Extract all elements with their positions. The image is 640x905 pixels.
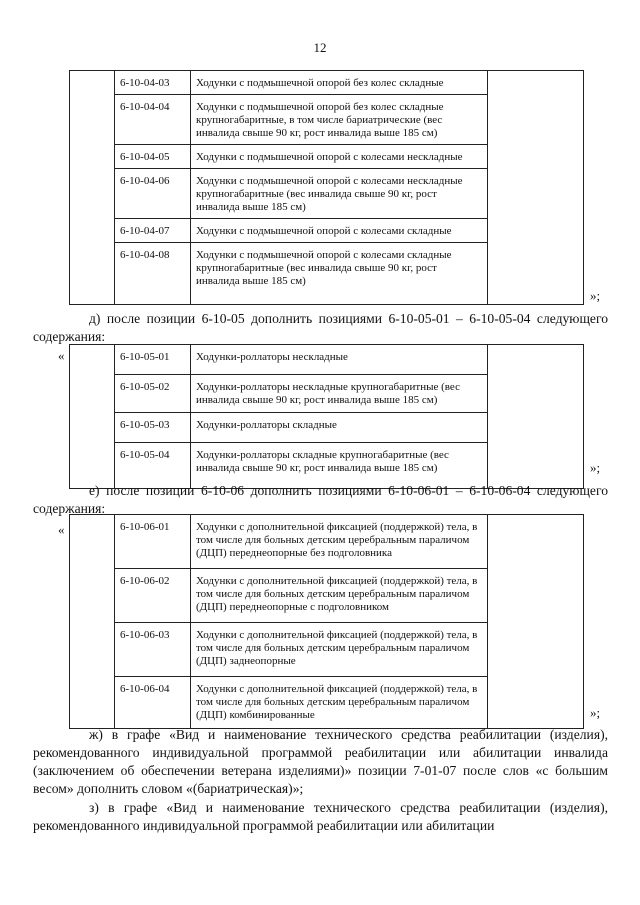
empty-column-cell <box>488 345 584 375</box>
empty-column-cell <box>488 169 584 219</box>
position-code: 6-10-05-03 <box>115 413 191 443</box>
empty-column-cell <box>488 677 584 729</box>
table-row <box>70 71 584 95</box>
closing-quote-mark: »; <box>590 288 601 303</box>
closing-quote-mark: »; <box>590 705 601 720</box>
empty-column-cell <box>488 145 584 169</box>
position-code: 6-10-04-04 <box>115 95 191 145</box>
position-code: 6-10-06-04 <box>115 677 191 729</box>
paragraph-z: з) в графе «Вид и наименование технического средства реабилитации (изделия), рекомендованного индивидуальной программой реабилитации или абилитации <box>33 800 608 833</box>
empty-column-cell <box>488 243 584 305</box>
page-number: 12 <box>313 40 327 55</box>
position-code: 6-10-04-03 <box>115 71 191 95</box>
position-description: Ходунки с подмышечной опорой с колесами нескладные <box>191 145 488 169</box>
empty-column-cell <box>70 345 115 489</box>
paragraph-d: д) после позиции 6-10-05 дополнить позициями 6-10-05-01 – 6-10-05-04 следующего содержания: <box>33 311 608 344</box>
position-description: Ходунки с подмышечной опорой без колес складные крупногабаритные, в том числе бариатрические (вес инвалида свыше 90 кг, рост инвалида выше 185 см) <box>191 95 488 145</box>
position-description: Ходунки-роллаторы складные крупногабаритные (вес инвалида свыше 90 кг, рост инвалида выше 185 см) <box>191 443 488 489</box>
table-row <box>70 677 584 729</box>
positions-table-6-10-05 <box>69 344 584 489</box>
paragraph-e: е) после позиции 6-10-06 дополнить позициями 6-10-06-01 – 6-10-06-04 следующего содержания: <box>33 483 608 516</box>
table-row <box>70 243 584 305</box>
empty-column-cell <box>488 71 584 95</box>
table-row <box>70 145 584 169</box>
paragraph-zh: ж) в графе «Вид и наименование технического средства реабилитации (изделия), рекомендованного индивидуальной программой реабилитации или абилитации инвалида (заключением об обеспечении ветерана изделиями)» позиции 7-01-07 после слов «с большим весом» дополнить словом «(бариатрическая)»; <box>33 727 608 796</box>
position-code: 6-10-06-02 <box>115 569 191 623</box>
closing-quote-mark: »; <box>590 460 601 475</box>
table-row <box>70 345 584 375</box>
position-code: 6-10-06-03 <box>115 623 191 677</box>
empty-column-cell <box>488 95 584 145</box>
opening-quote-mark: « <box>58 522 65 537</box>
table-row <box>70 169 584 219</box>
empty-column-cell <box>488 413 584 443</box>
opening-quote-mark: « <box>58 348 65 363</box>
table-row <box>70 623 584 677</box>
position-description: Ходунки с подмышечной опорой с колесами нескладные крупногабаритные (вес инвалида свыше 90 кг, рост инвалида выше 185 см) <box>191 169 488 219</box>
positions-table-6-10-04 <box>69 70 584 305</box>
position-code: 6-10-05-04 <box>115 443 191 489</box>
empty-column-cell <box>70 71 115 305</box>
positions-table-6-10-06 <box>69 514 584 729</box>
position-code: 6-10-05-01 <box>115 345 191 375</box>
empty-column-cell <box>70 515 115 729</box>
position-code: 6-10-04-07 <box>115 219 191 243</box>
empty-column-cell <box>488 375 584 413</box>
position-description: Ходунки-роллаторы нескладные <box>191 345 488 375</box>
position-description: Ходунки с дополнительной фиксацией (поддержкой) тела, в том числе для больных детским церебральным параличом (ДЦП) комбинированные <box>191 677 488 729</box>
table-row <box>70 413 584 443</box>
position-description: Ходунки с дополнительной фиксацией (поддержкой) тела, в том числе для больных детским церебральным параличом (ДЦП) переднеопорные без подголовника <box>191 515 488 569</box>
empty-column-cell <box>488 623 584 677</box>
position-description: Ходунки-роллаторы нескладные крупногабаритные (вес инвалида свыше 90 кг, рост инвалида выше 185 см) <box>191 375 488 413</box>
table-row <box>70 515 584 569</box>
empty-column-cell <box>488 515 584 569</box>
position-code: 6-10-04-08 <box>115 243 191 305</box>
position-description: Ходунки с подмышечной опорой с колесами складные крупногабаритные (вес инвалида свыше 90 кг, рост инвалида выше 185 см) <box>191 243 488 305</box>
position-description: Ходунки с дополнительной фиксацией (поддержкой) тела, в том числе для больных детским церебральным параличом (ДЦП) заднеопорные <box>191 623 488 677</box>
position-description: Ходунки с подмышечной опорой с колесами складные <box>191 219 488 243</box>
position-code: 6-10-04-06 <box>115 169 191 219</box>
position-description: Ходунки с подмышечной опорой без колес складные <box>191 71 488 95</box>
empty-column-cell <box>488 569 584 623</box>
position-description: Ходунки-роллаторы складные <box>191 413 488 443</box>
position-code: 6-10-04-05 <box>115 145 191 169</box>
position-code: 6-10-05-02 <box>115 375 191 413</box>
position-code: 6-10-06-01 <box>115 515 191 569</box>
position-description: Ходунки с дополнительной фиксацией (поддержкой) тела, в том числе для больных детским церебральным параличом (ДЦП) переднеопорные с подголовником <box>191 569 488 623</box>
table-row <box>70 95 584 145</box>
empty-column-cell <box>488 219 584 243</box>
table-row <box>70 219 584 243</box>
table-row <box>70 569 584 623</box>
table-row <box>70 375 584 413</box>
